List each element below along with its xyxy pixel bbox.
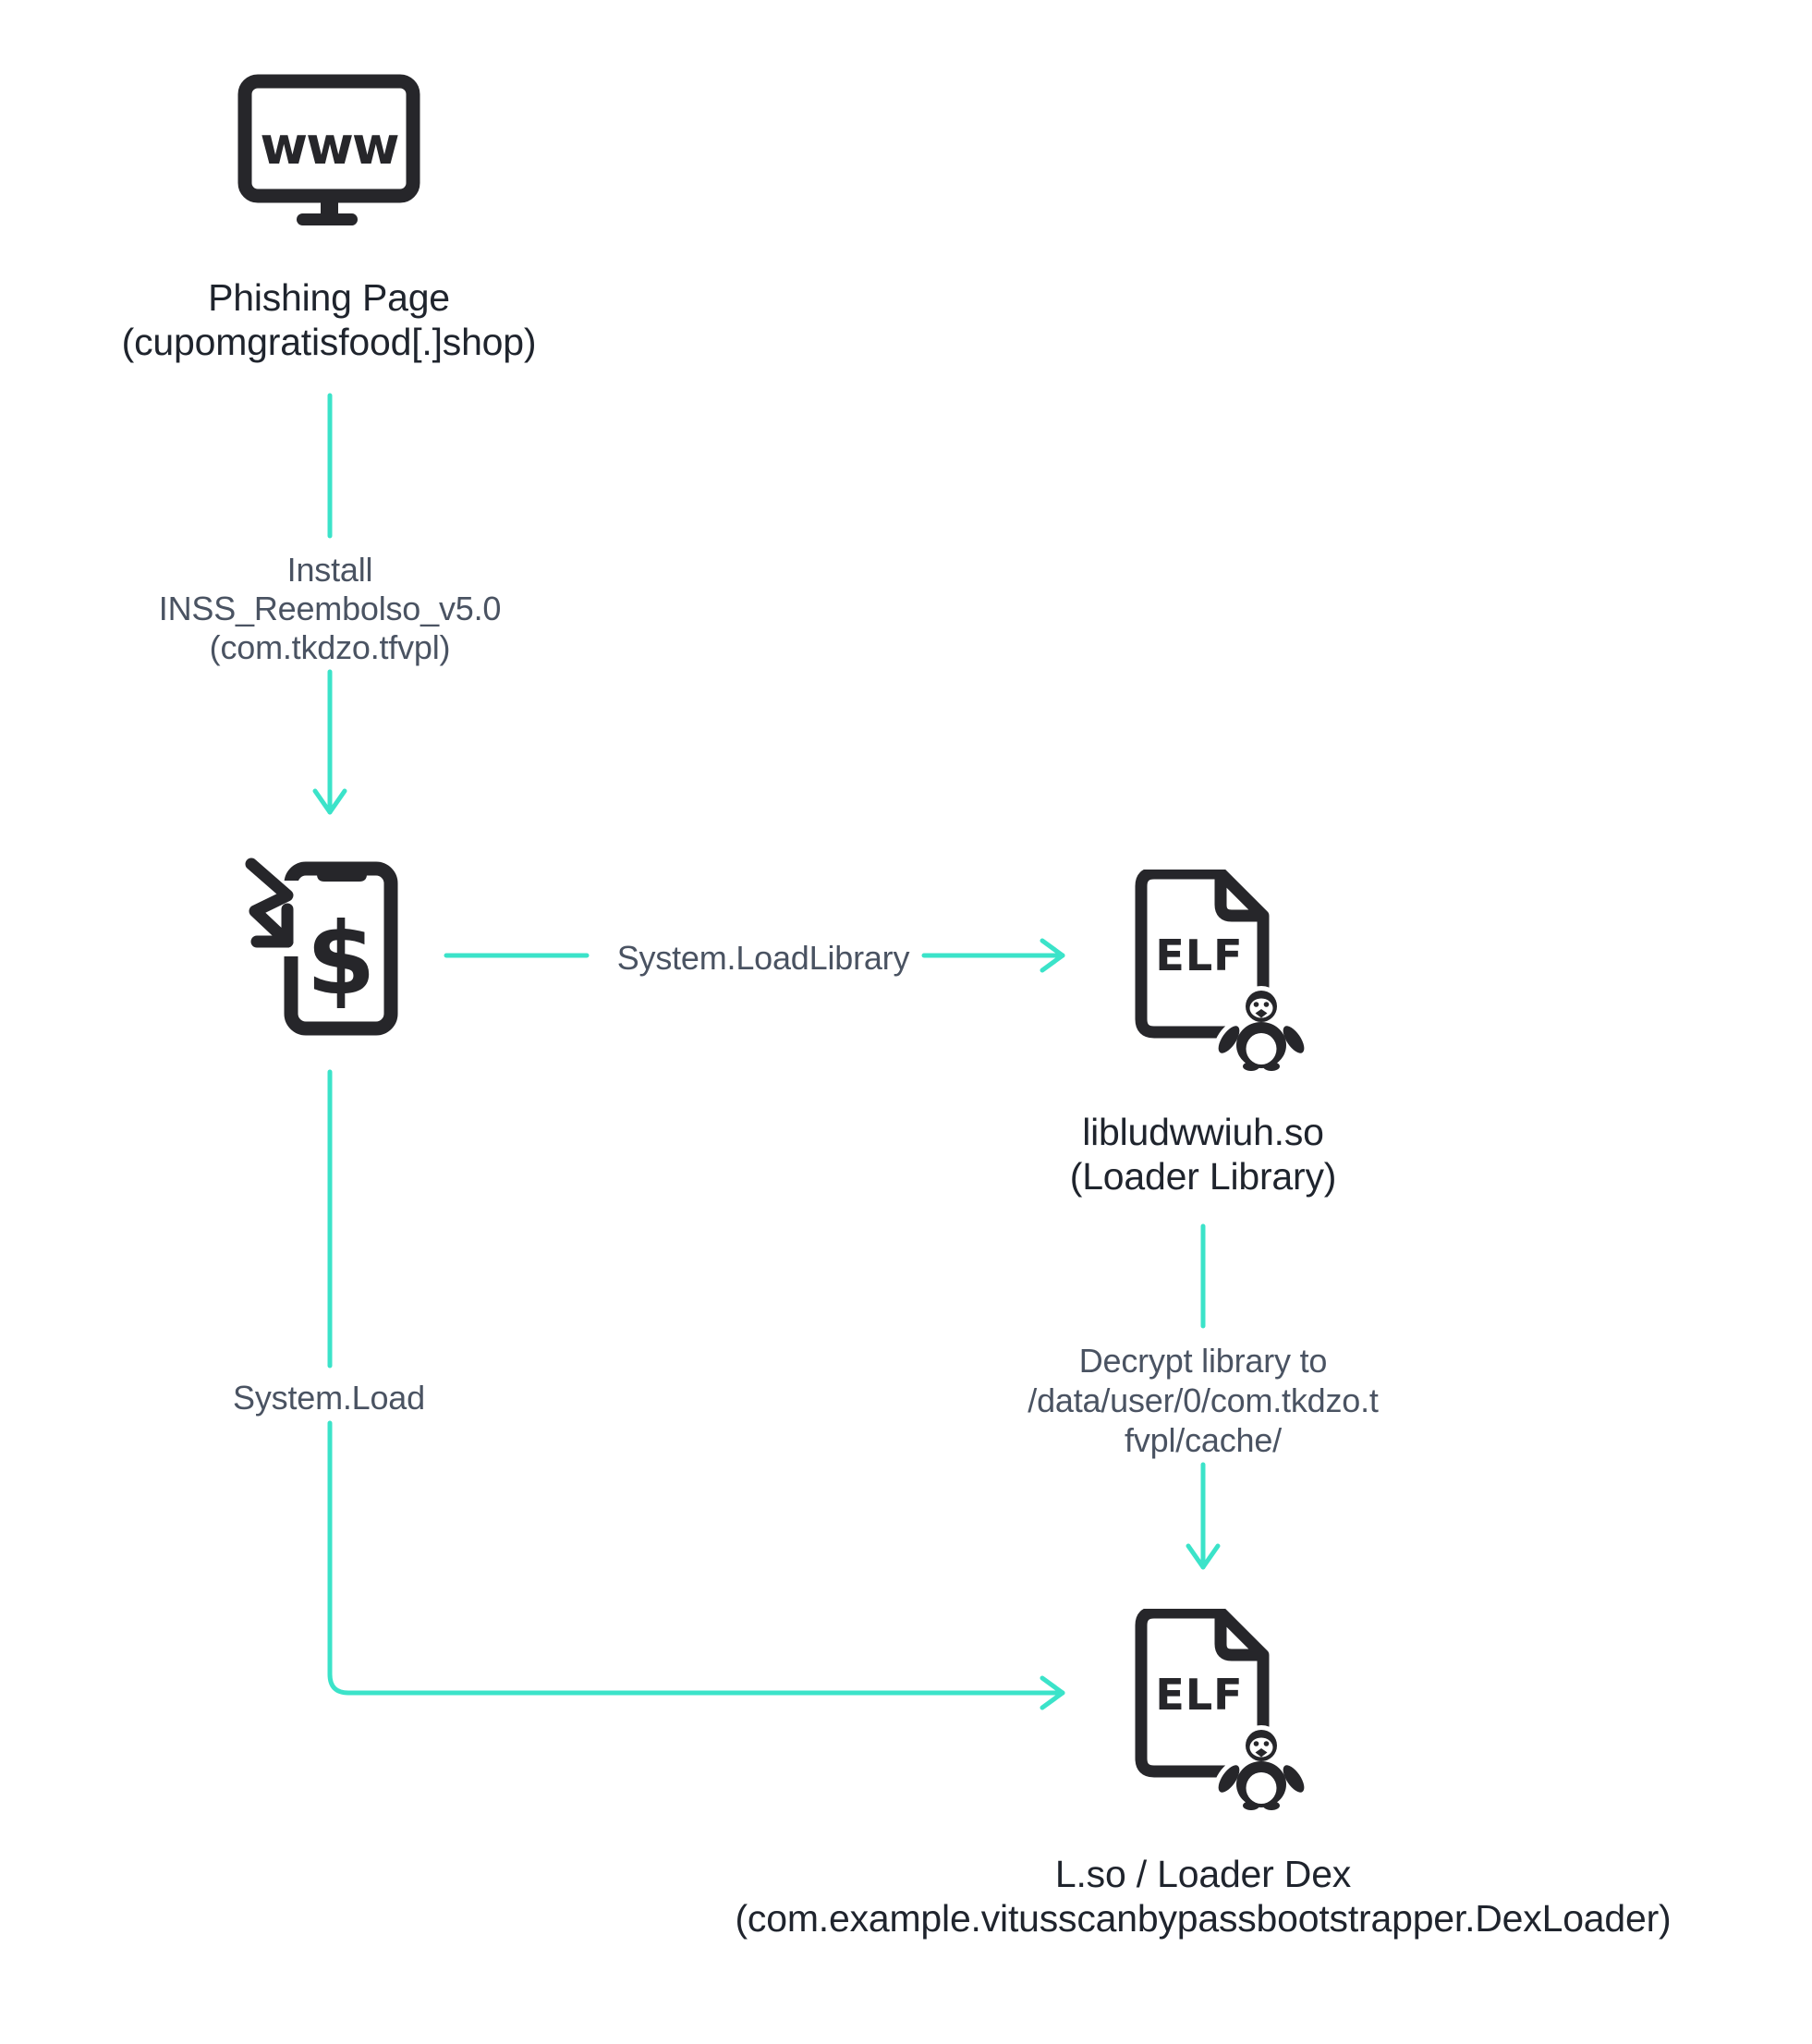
edge-label-line: Install <box>286 551 373 589</box>
node-subtitle: (com.example.vitusscanbypassbootstrapper.DexLoader) <box>735 1897 1672 1940</box>
node-title: libludwwiuh.so <box>1082 1111 1324 1153</box>
www-label: www <box>260 116 398 176</box>
node-title: L.so / Loader Dex <box>1054 1853 1352 1895</box>
edge-label-line: Decrypt library to <box>1078 1342 1328 1380</box>
money-phone-icon <box>238 855 409 1040</box>
elf-linux-file-icon <box>1134 1609 1323 1817</box>
node-subtitle: (Loader Library) <box>1069 1155 1337 1198</box>
edge-label-line: (com.tkdzo.tfvpl) <box>209 628 451 666</box>
install-edge-label <box>99 551 561 667</box>
node-loader-library-label <box>963 1110 1443 1198</box>
load-library-edge-label <box>578 939 948 978</box>
elf-linux-file-icon <box>1134 870 1323 1077</box>
edge-label-line: /data/user/0/com.tkdzo.t <box>1028 1381 1379 1419</box>
elf-badge: ELF <box>1155 1670 1244 1720</box>
edge-label-line: System.LoadLibrary <box>616 939 910 977</box>
edge-label-line: INSS_Reembolso_v5.0 <box>158 590 502 627</box>
phone-notch <box>317 869 367 882</box>
dollar-sign: $ <box>306 902 376 1017</box>
zigzag-arrow-icon <box>251 864 287 942</box>
elf-badge: ELF <box>1155 931 1244 980</box>
node-loader-dex-label <box>575 1852 1812 1941</box>
edge-label-line: System.Load <box>233 1379 425 1417</box>
node-title: Phishing Page <box>208 276 450 319</box>
node-subtitle: (cupomgratisfood[.]shop) <box>121 321 537 363</box>
node-phishing-page-label <box>89 275 569 364</box>
system-load-edge-label <box>144 1379 514 1417</box>
www-monitor-icon <box>236 74 420 231</box>
edge-label-line: fvpl/cache/ <box>1125 1421 1282 1459</box>
decrypt-edge-label <box>944 1341 1462 1460</box>
